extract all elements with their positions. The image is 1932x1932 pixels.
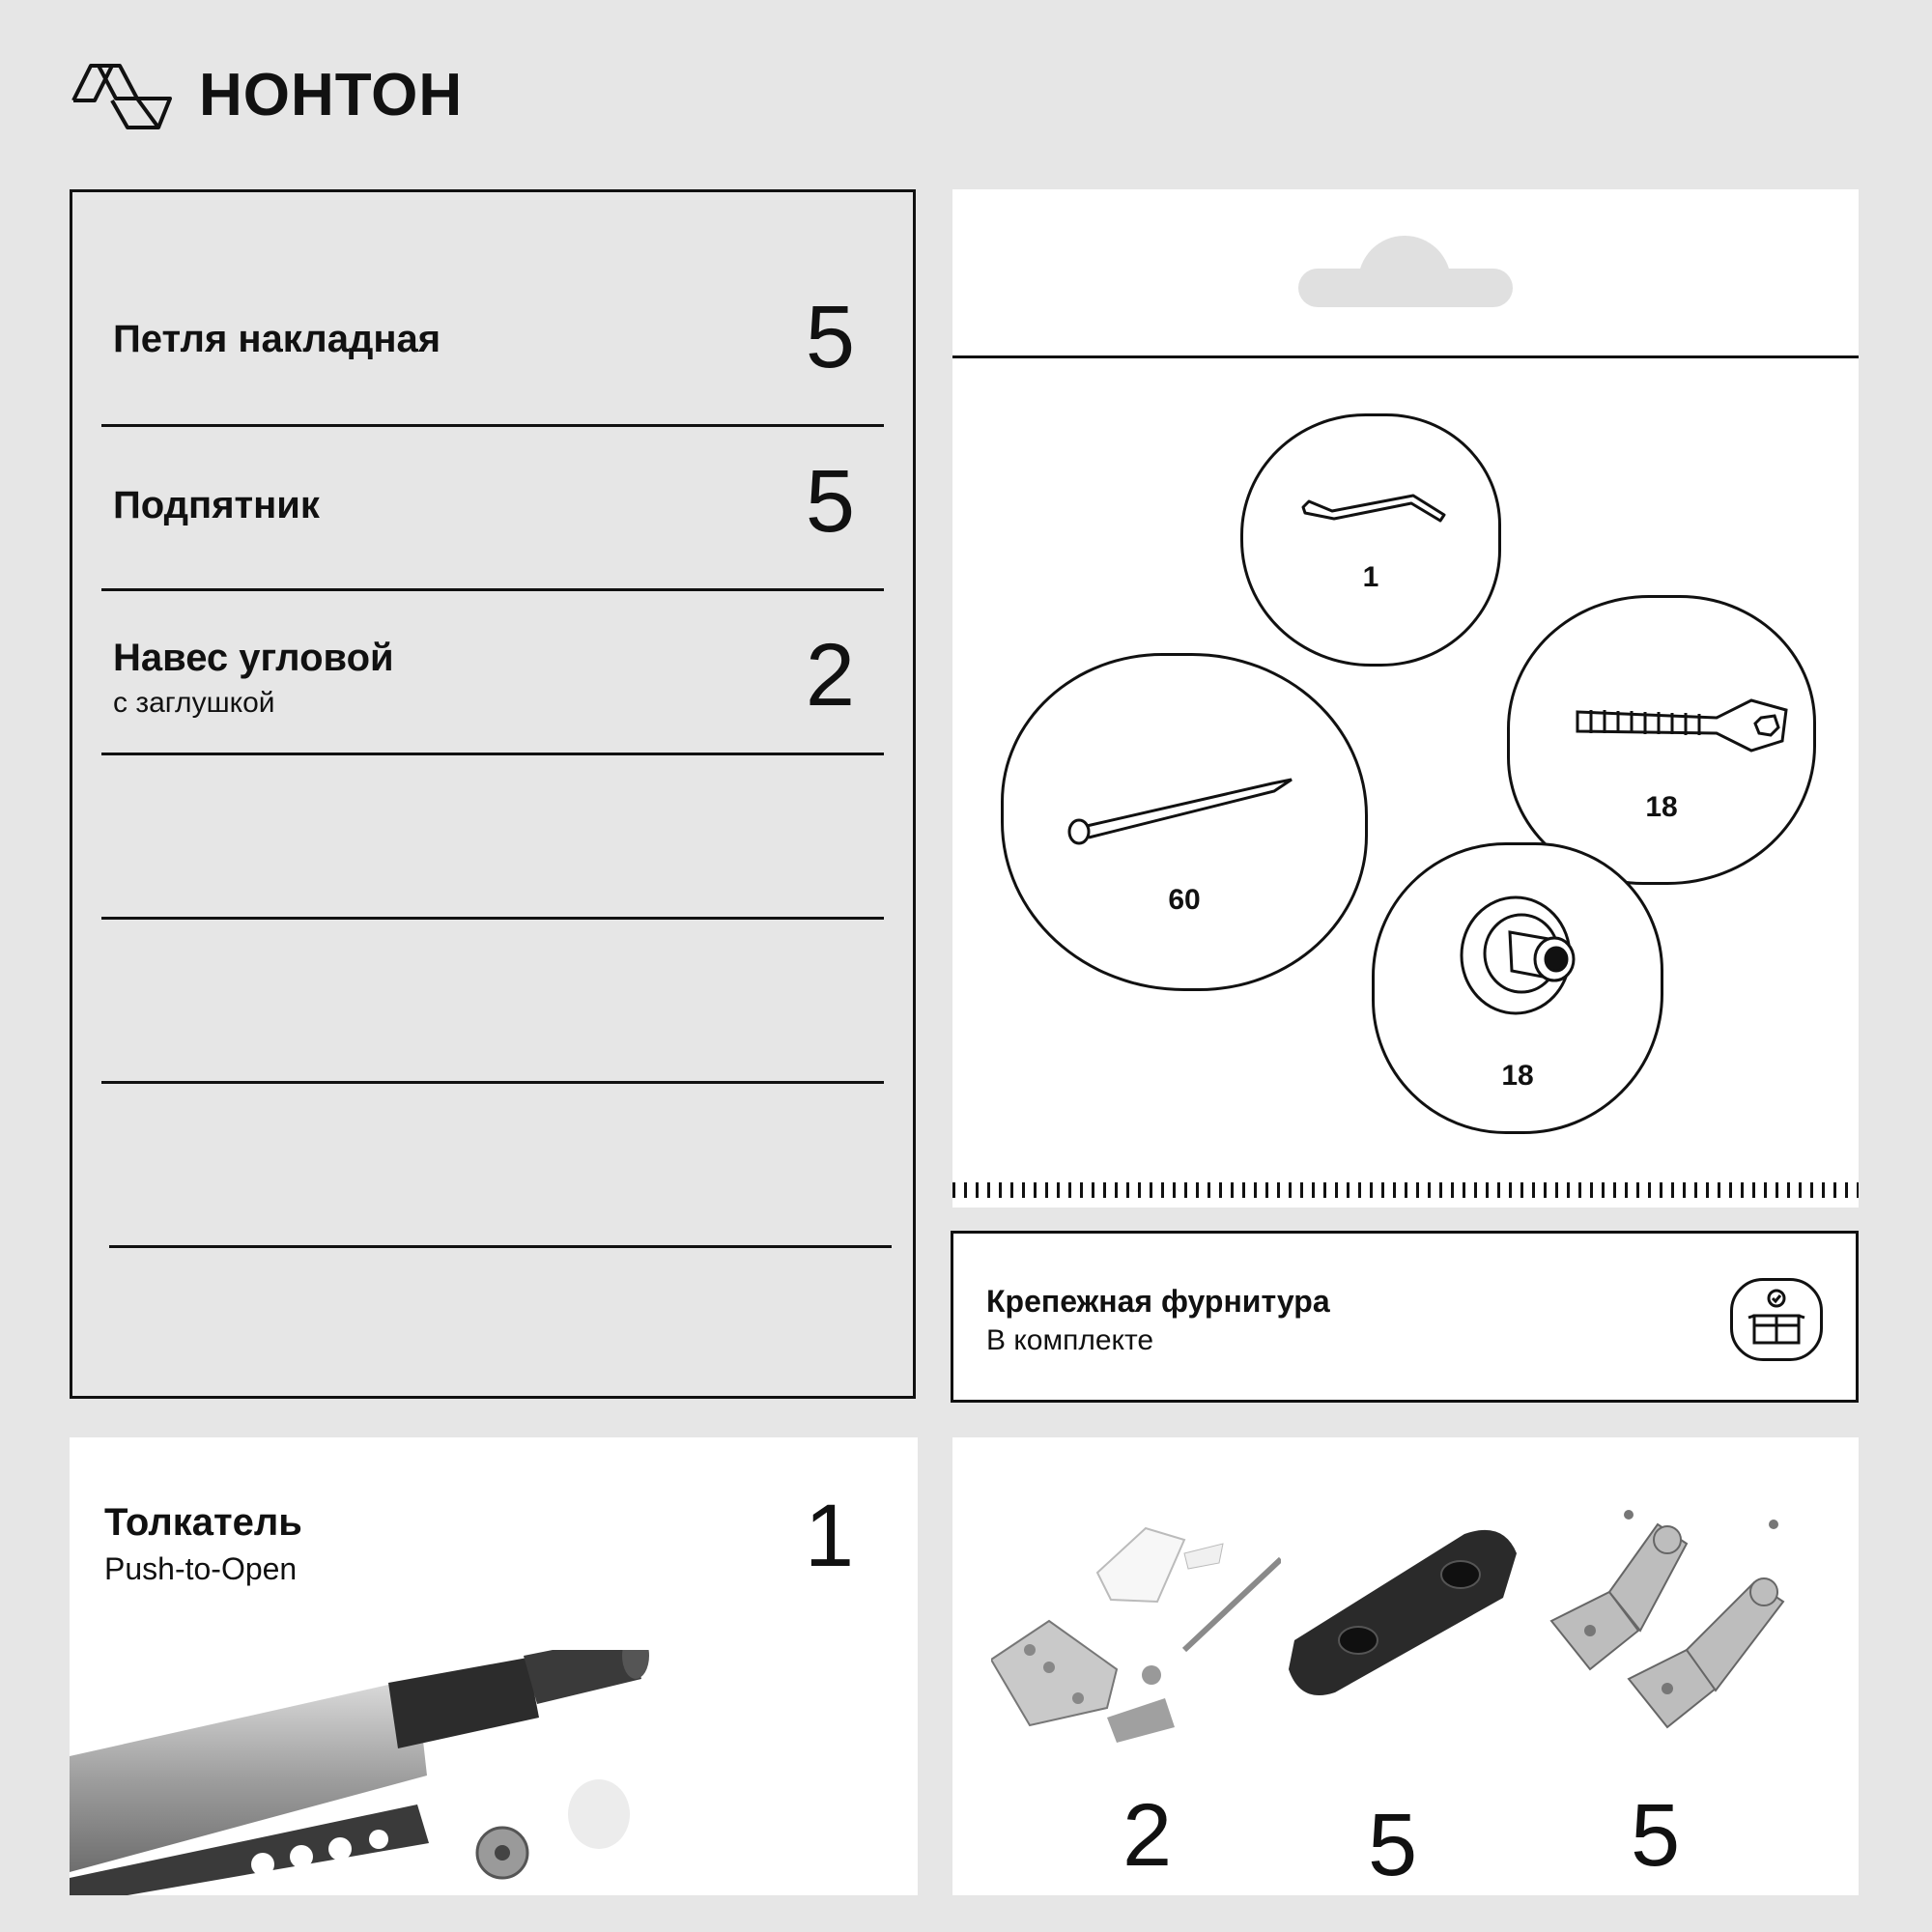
hang-hole-slot [1298,269,1513,307]
item-label: Петля накладная [113,318,441,360]
pusher-title: Толкатель [104,1501,302,1544]
accessories-title: Крепежная фурнитура [986,1284,1330,1319]
kit-item [1507,595,1816,885]
corner-hanger-illustration [991,1505,1281,1747]
fastener-kit-panel [952,189,1859,1208]
confirmat-screw-icon [1572,691,1794,758]
accessories-note [951,1231,1859,1403]
pusher-subtitle: Push-to-Open [104,1551,298,1586]
list-item [101,192,884,427]
item-qty: 2 [805,626,855,724]
list-item-empty [101,917,884,1084]
item-label: Навес угловой [113,637,394,679]
pusher-panel [70,1437,918,1895]
brand-name: НОНТОН [199,61,464,128]
perforation-line [952,1182,1859,1198]
kit-item-count: 1 [1362,561,1379,593]
hex-key-icon [1299,486,1454,554]
kit-divider [952,355,1859,358]
kit-item [1001,653,1368,991]
box-check-icon [1730,1278,1823,1361]
kit-item-count: 18 [1501,1060,1534,1092]
item-sublabel: с заглушкой [113,687,275,719]
screw-cap-icon [1458,894,1593,1019]
accessories-subtitle: В комплекте [986,1324,1154,1356]
brand-header [70,58,463,131]
list-item [101,424,884,591]
push-to-open-device-illustration [70,1650,918,1895]
part-qty: 5 [1631,1786,1681,1885]
kit-item-count: 60 [1168,884,1201,916]
contents-list-panel [70,189,916,1399]
pusher-qty: 1 [804,1487,854,1585]
thrust-pad-illustration [1281,1515,1522,1698]
zigzag-ribbon-logo-icon [70,58,174,131]
part-qty: 5 [1368,1796,1418,1894]
kit-item [1240,413,1501,667]
item-qty: 5 [805,288,855,386]
parts-panel [952,1437,1859,1895]
list-item [101,588,884,755]
part-qty: 2 [1122,1786,1173,1885]
kit-item [1372,842,1663,1134]
kit-item-count: 18 [1645,791,1678,823]
overlay-hinge-illustration [1532,1486,1841,1747]
item-label: Подпятник [113,484,320,526]
list-item-empty [109,1081,892,1248]
item-qty: 5 [805,452,855,551]
nail-icon [1067,762,1299,849]
list-item-empty [101,753,884,920]
